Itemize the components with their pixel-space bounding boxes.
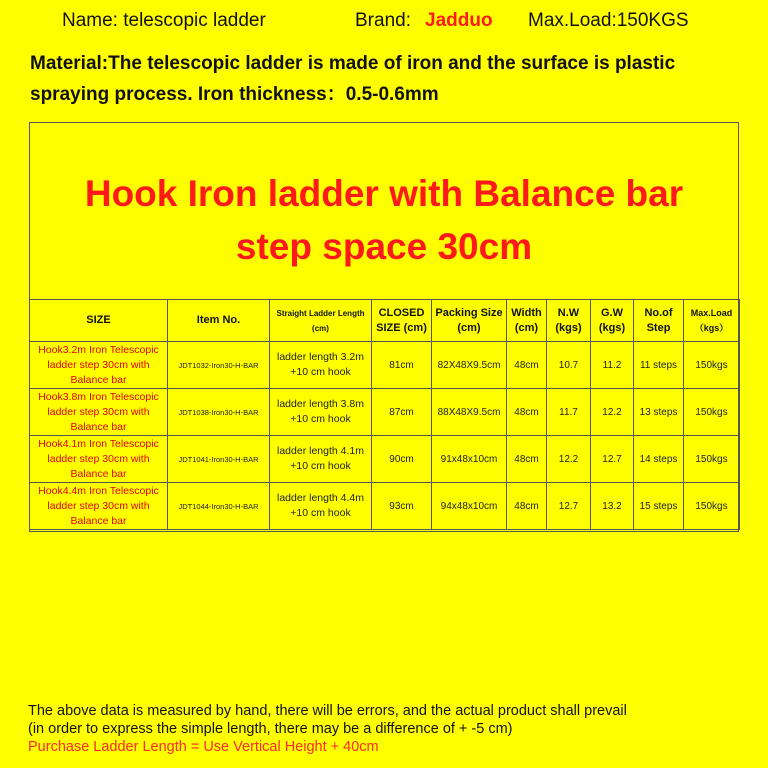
closed-cell: 93cm xyxy=(372,483,432,530)
table-row xyxy=(30,436,740,483)
material-line-1: Material:The telescopic ladder is made of iron and the surface is plastic xyxy=(30,53,676,74)
table-header-row xyxy=(30,300,740,342)
closed-cell: 81cm xyxy=(372,342,432,389)
width-cell: 48cm xyxy=(507,389,547,436)
header-row xyxy=(0,6,768,36)
item-no-cell: JDT1038-Iron30-H-BAR xyxy=(168,389,270,436)
nw-cell: 11.7 xyxy=(547,389,591,436)
gw-cell: 12.2 xyxy=(591,389,634,436)
steps-cell: 14 steps xyxy=(634,436,684,483)
brand-value: Jadduo xyxy=(425,10,493,31)
header-closed-size: CLOSED SIZE (cm) xyxy=(372,300,432,342)
product-name: Name: telescopic ladder xyxy=(62,10,266,31)
header-packing-size: Packing Size (cm) xyxy=(432,300,507,342)
material-description xyxy=(30,48,760,110)
length-cell: ladder length 3.8m +10 cm hook xyxy=(270,389,372,436)
steps-cell: 15 steps xyxy=(634,483,684,530)
size-cell: Hook3.8m Iron Telescopic ladder step 30cm with Balance bar xyxy=(30,389,168,436)
title-line-2: step space 30cm xyxy=(235,226,533,267)
footer-line-3: Purchase Ladder Length = Use Vertical Height + 40cm xyxy=(28,739,379,755)
max-load-cell: 150kgs xyxy=(684,389,740,436)
width-cell: 48cm xyxy=(507,342,547,389)
packing-cell: 82X48X9.5cm xyxy=(432,342,507,389)
footer-line-1: The above data is measured by hand, there will be errors, and the actual product shall prevail xyxy=(28,703,627,719)
header-length: Straight Ladder Length (cm) xyxy=(270,300,372,342)
closed-cell: 87cm xyxy=(372,389,432,436)
nw-cell: 12.7 xyxy=(547,483,591,530)
steps-cell: 13 steps xyxy=(634,389,684,436)
header-width: Width (cm) xyxy=(507,300,547,342)
footer-line-2: (in order to express the simple length, there may be a difference of + -5 cm) xyxy=(28,721,513,737)
max-load: Max.Load:150KGS xyxy=(528,10,689,31)
item-no-cell: JDT1041-Iron30-H-BAR xyxy=(168,436,270,483)
table-row xyxy=(30,342,740,389)
packing-cell: 91x48x10cm xyxy=(432,436,507,483)
nw-cell: 10.7 xyxy=(547,342,591,389)
size-cell: Hook3.2m Iron Telescopic ladder step 30cm with Balance bar xyxy=(30,342,168,389)
item-no-cell: JDT1032-Iron30-H-BAR xyxy=(168,342,270,389)
gw-cell: 11.2 xyxy=(591,342,634,389)
gw-cell: 13.2 xyxy=(591,483,634,530)
product-title xyxy=(30,123,738,299)
title-line-1: Hook Iron ladder with Balance bar xyxy=(84,173,684,214)
table-row xyxy=(30,389,740,436)
header-size: SIZE xyxy=(30,300,168,342)
footer-notes xyxy=(28,702,758,756)
max-load-cell: 150kgs xyxy=(684,342,740,389)
size-cell: Hook4.4m Iron Telescopic ladder step 30cm with Balance bar xyxy=(30,483,168,530)
spec-table-frame xyxy=(29,122,739,532)
spec-table xyxy=(29,299,740,530)
brand-label: Brand: xyxy=(355,10,411,31)
max-load-cell: 150kgs xyxy=(684,436,740,483)
item-no-cell: JDT1044-Iron30-H-BAR xyxy=(168,483,270,530)
header-gw: G.W (kgs) xyxy=(591,300,634,342)
length-cell: ladder length 4.1m +10 cm hook xyxy=(270,436,372,483)
width-cell: 48cm xyxy=(507,483,547,530)
header-steps: No.of Step xyxy=(634,300,684,342)
packing-cell: 88X48X9.5cm xyxy=(432,389,507,436)
packing-cell: 94x48x10cm xyxy=(432,483,507,530)
length-cell: ladder length 4.4m +10 cm hook xyxy=(270,483,372,530)
header-nw: N.W (kgs) xyxy=(547,300,591,342)
table-row xyxy=(30,483,740,530)
width-cell: 48cm xyxy=(507,436,547,483)
material-line-2: spraying process. Iron thickness：0.5-0.6mm xyxy=(30,84,439,105)
closed-cell: 90cm xyxy=(372,436,432,483)
max-load-cell: 150kgs xyxy=(684,483,740,530)
size-cell: Hook4.1m Iron Telescopic ladder step 30cm with Balance bar xyxy=(30,436,168,483)
steps-cell: 11 steps xyxy=(634,342,684,389)
gw-cell: 12.7 xyxy=(591,436,634,483)
header-max-load: Max.Load （kgs） xyxy=(684,300,740,342)
header-item-no: Item No. xyxy=(168,300,270,342)
nw-cell: 12.2 xyxy=(547,436,591,483)
length-cell: ladder length 3.2m +10 cm hook xyxy=(270,342,372,389)
